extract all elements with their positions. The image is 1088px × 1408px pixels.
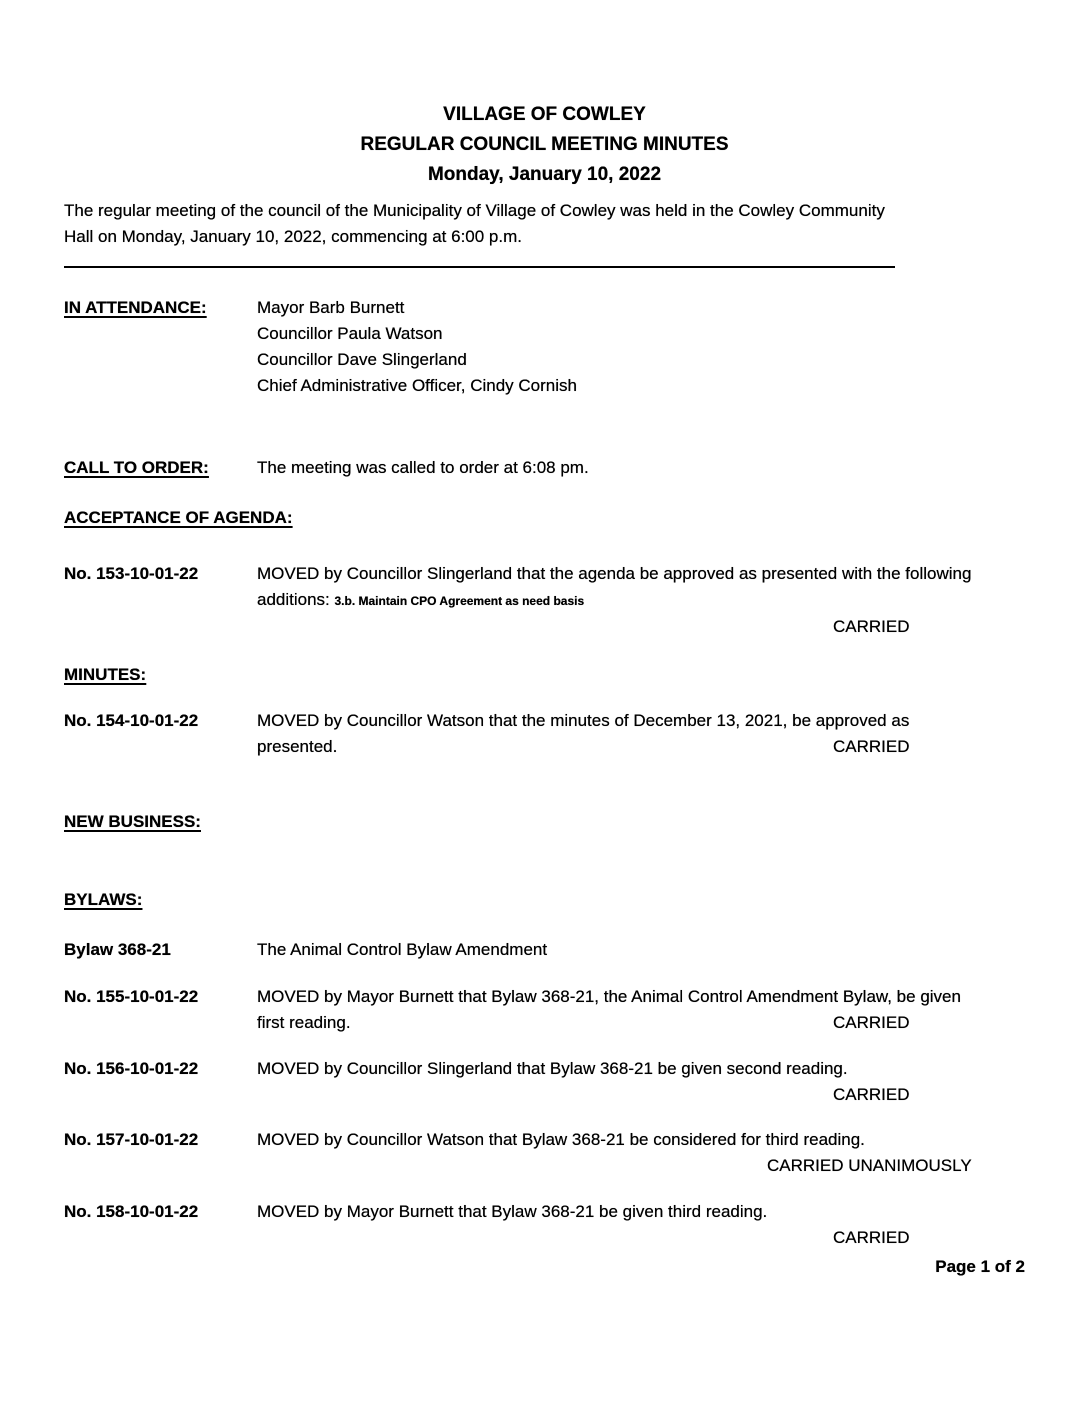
motion-number: No. 157-10-01-22 — [64, 1130, 199, 1149]
motion-158 — [64, 1199, 1025, 1251]
attendee: Chief Administrative Officer, Cindy Cornish — [257, 376, 577, 395]
attendee: Councillor Dave Slingerland — [257, 350, 467, 369]
motion-text-line: MOVED by Councillor Slingerland that Bylaw 368-21 be given second reading. — [257, 1059, 848, 1078]
motion-result: CARRIED — [833, 617, 910, 636]
motion-addition-item: 3.b. Maintain CPO Agreement as need basis — [334, 594, 585, 608]
bylaw-number: Bylaw 368-21 — [64, 940, 171, 959]
acceptance-of-agenda-heading — [64, 505, 1025, 531]
motion-158-number-cell — [64, 1199, 257, 1251]
horizontal-rule — [64, 266, 895, 268]
motion-text-line — [257, 1010, 1025, 1036]
new-business-heading-text: NEW BUSINESS: — [64, 812, 201, 831]
bylaw-item — [64, 937, 1025, 963]
motion-text-line — [257, 734, 1025, 760]
motion-text-line — [257, 587, 1025, 614]
bylaws-heading-text: BYLAWS: — [64, 890, 143, 909]
bylaw-title-cell — [257, 937, 1025, 963]
motion-154-number-cell — [64, 708, 257, 760]
motion-157-number-cell — [64, 1127, 257, 1179]
motion-result: CARRIED — [833, 737, 910, 756]
motion-155-number-cell — [64, 984, 257, 1036]
call-to-order-label-cell — [64, 455, 257, 481]
motion-156-body — [257, 1056, 1025, 1108]
intro-line: Hall on Monday, January 10, 2022, commencing at 6:00 p.m. — [64, 227, 522, 246]
document-subtitle: REGULAR COUNCIL MEETING MINUTES — [360, 134, 729, 155]
motion-additions-prefix: additions: — [257, 590, 335, 609]
motion-156 — [64, 1056, 1025, 1108]
attendance-section — [64, 295, 1025, 399]
minutes-heading — [64, 662, 1025, 688]
bylaw-title: The Animal Control Bylaw Amendment — [257, 940, 548, 959]
motion-157-body — [257, 1127, 1025, 1179]
motion-157 — [64, 1127, 1025, 1179]
call-to-order-text-cell — [257, 455, 1025, 481]
motion-result: CARRIED — [833, 1013, 910, 1032]
intro-paragraph — [64, 198, 1025, 250]
page-number: Page 1 of 2 — [935, 1257, 1025, 1276]
motion-text-line: MOVED by Mayor Burnett that Bylaw 368-21 be given third reading. — [257, 1202, 768, 1221]
document-date: Monday, January 10, 2022 — [427, 164, 662, 185]
new-business-heading — [64, 809, 1025, 835]
bylaw-number-cell — [64, 937, 257, 963]
motion-number: No. 155-10-01-22 — [64, 987, 199, 1006]
motion-153-body — [257, 561, 1025, 640]
attendee: Councillor Paula Watson — [257, 324, 443, 343]
motion-158-body — [257, 1199, 1025, 1251]
motion-text-continued: presented. — [257, 737, 338, 756]
bylaws-heading — [64, 887, 1025, 913]
motion-number: No. 154-10-01-22 — [64, 711, 199, 730]
attendance-label: IN ATTENDANCE: — [64, 298, 207, 317]
motion-text-line: MOVED by Councillor Watson that the minutes of December 13, 2021, be approved as — [257, 711, 910, 730]
motion-154-body — [257, 708, 1025, 760]
motion-result: CARRIED UNANIMOUSLY — [767, 1156, 972, 1175]
attendance-list — [257, 295, 1025, 399]
motion-result: CARRIED — [833, 1228, 910, 1247]
motion-number: No. 156-10-01-22 — [64, 1059, 199, 1078]
call-to-order-text: The meeting was called to order at 6:08 pm. — [257, 458, 589, 477]
motion-text-continued: first reading. — [257, 1013, 351, 1032]
minutes-heading-text: MINUTES: — [64, 665, 147, 684]
attendance-label-cell — [64, 295, 257, 399]
intro-line: The regular meeting of the council of the Municipality of Village of Cowley was held in the Cowley Community — [64, 201, 885, 220]
call-to-order-section — [64, 455, 1025, 481]
attendee: Mayor Barb Burnett — [257, 298, 405, 317]
motion-number: No. 158-10-01-22 — [64, 1202, 199, 1221]
motion-text-line: MOVED by Councillor Watson that Bylaw 368-21 be considered for third reading. — [257, 1130, 865, 1149]
motion-result: CARRIED — [833, 1085, 910, 1104]
motion-text-line: MOVED by Councillor Slingerland that the agenda be approved as presented with the following — [257, 564, 972, 583]
motion-154 — [64, 708, 1025, 760]
motion-153-number-cell — [64, 561, 257, 640]
motion-155 — [64, 984, 1025, 1036]
motion-156-number-cell — [64, 1056, 257, 1108]
motion-number: No. 153-10-01-22 — [64, 564, 199, 583]
motion-153 — [64, 561, 1025, 640]
acceptance-of-agenda-heading-text: ACCEPTANCE OF AGENDA: — [64, 508, 293, 527]
call-to-order-label: CALL TO ORDER: — [64, 458, 209, 477]
motion-text-line: MOVED by Mayor Burnett that Bylaw 368-21, the Animal Control Amendment Bylaw, be given — [257, 987, 961, 1006]
document-title-block — [64, 100, 1025, 190]
motion-155-body — [257, 984, 1025, 1036]
document-title: VILLAGE OF COWLEY — [443, 104, 646, 125]
